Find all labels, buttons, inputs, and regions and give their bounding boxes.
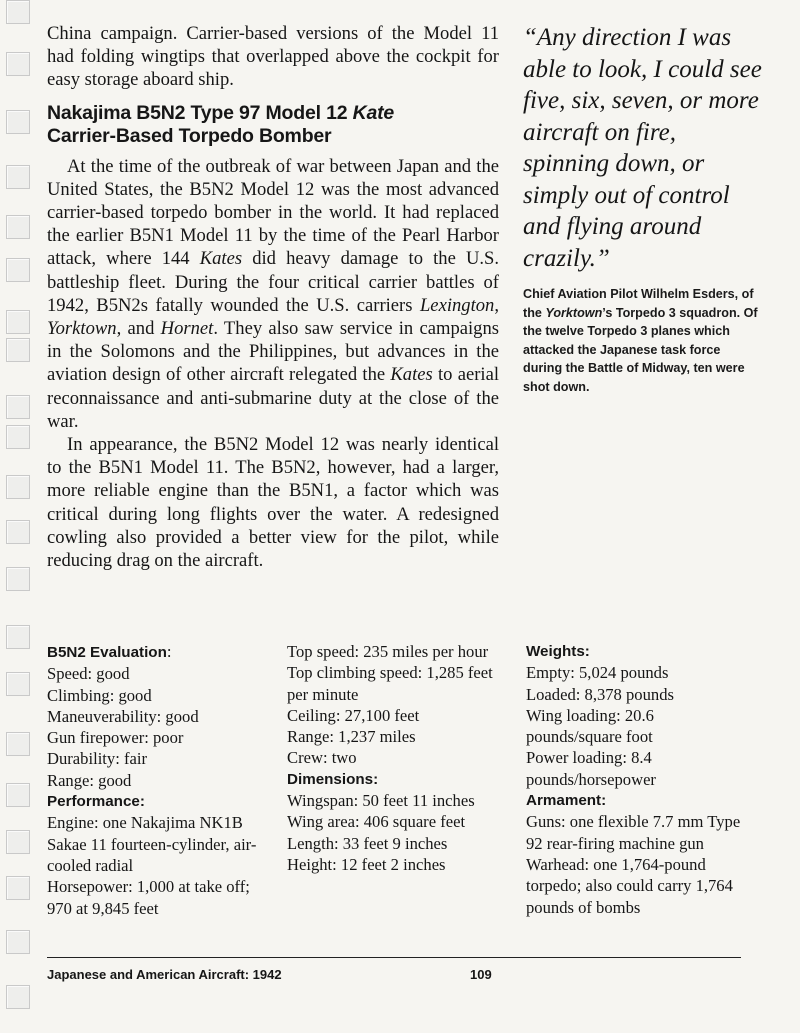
text-span: , and bbox=[116, 318, 161, 340]
binding-square bbox=[6, 110, 30, 134]
text-span: ’s Torpedo 3 squadron. Of the twelve Torpedo 3 planes which attacked the Japanese task force during the Battle of Midway, ten were shot down. bbox=[523, 305, 758, 394]
footer-title: Japanese and American Aircraft: 1942 bbox=[47, 967, 282, 982]
binding-square bbox=[6, 985, 30, 1009]
stat-line: Range: good bbox=[47, 770, 132, 790]
italic-text: Yorktown bbox=[47, 318, 117, 340]
stat-line: Top speed: 235 miles per hour bbox=[287, 642, 489, 661]
italic-text: Lexington bbox=[419, 294, 495, 316]
stat-line: Range: 1,237 miles bbox=[287, 727, 416, 747]
stat-line: Wing area: 406 square feet bbox=[287, 812, 466, 832]
italic-text: Kates bbox=[390, 364, 433, 386]
heading-italic: Kate bbox=[352, 101, 395, 124]
binding-square bbox=[6, 338, 30, 362]
stat-line: Engine: one Nakajima NK1B Sakae 11 fourteen-cylinder, air-cooled radial bbox=[47, 813, 257, 875]
binding-square bbox=[6, 310, 30, 334]
stat-line: Empty: 5,024 pounds bbox=[526, 663, 669, 683]
binding-square bbox=[6, 215, 30, 239]
stat-line: Speed: good bbox=[47, 664, 130, 684]
binding-square bbox=[6, 425, 30, 449]
text-span: At the time of the outbreak of war between Japan and the United States, the B5N2 Model 12 was the most advanced carrier-based torpedo bomber in the world. It had replaced the earlier B5N1 Model 11 by the time of the Pearl Harbor attack, where 144 bbox=[47, 155, 499, 270]
text-span: did heavy damage to the U.S. battleship fleet. During the four critical carrier battles of 1942, B5N2s fatally wounded the U.S. carriers bbox=[47, 248, 500, 316]
binding-square bbox=[6, 732, 30, 756]
stat-line: Crew: two bbox=[287, 748, 357, 768]
stat-line: Horsepower: 1,000 at take off; 970 at 9,845 feet bbox=[47, 877, 250, 918]
stat-line: Climbing: good bbox=[47, 685, 152, 705]
text-span: , bbox=[494, 294, 499, 316]
binding-square bbox=[6, 672, 30, 696]
evaluation-colon: : bbox=[166, 642, 172, 661]
binding-square bbox=[6, 0, 30, 24]
evaluation-heading: B5N2 Evaluation bbox=[47, 644, 167, 661]
stat-line: Top climbing speed: 1,285 feet per minute bbox=[287, 663, 493, 704]
intro-paragraph: China campaign. Carrier-based versions of the Model 11 had folding wingtips that overlapped above the cockpit for easy storage aboard ship. bbox=[47, 23, 499, 91]
body-paragraph-appearance: In appearance, the B5N2 Model 12 was nearly identical to the B5N1 Model 11. The B5N2, however, had a larger, more reliable engine than the B5N1, a factor which was critical during long flights over the water. A redesigned cowling also provided a better view for the pilot, while reducing drag on the aircraft. bbox=[47, 434, 499, 572]
stat-line: Guns: one flexible 7.7 mm Type 92 rear-firing machine gun bbox=[526, 812, 741, 853]
stat-line: Length: 33 feet 9 inches bbox=[287, 833, 448, 853]
main-column bbox=[47, 22, 499, 572]
binding-square bbox=[6, 876, 30, 900]
binding-square bbox=[6, 258, 30, 282]
stat-line: Maneuverability: good bbox=[47, 706, 199, 726]
stat-line: Wingspan: 50 feet 11 inches bbox=[287, 791, 475, 811]
stat-line: Warhead: one 1,764-pound torpedo; also could carry 1,764 pounds of bombs bbox=[526, 854, 733, 917]
binding-square bbox=[6, 830, 30, 854]
heading-text: Nakajima B5N2 Type 97 Model 12 bbox=[47, 101, 353, 124]
text-span: . They also saw service in campaigns in the Solomons and the Philippines, but advances in the aviation design of other aircraft relegated the bbox=[47, 318, 499, 386]
weights-heading: Weights: bbox=[526, 643, 590, 660]
text-span: to aerial reconnaissance and anti-submarine duty at the close of the war. bbox=[47, 364, 499, 432]
italic-text: Yorktown bbox=[545, 305, 603, 320]
heading-subtitle: Carrier-Based Torpedo Bomber bbox=[47, 125, 332, 148]
section-heading bbox=[47, 102, 499, 149]
dimensions-heading: Dimensions: bbox=[287, 770, 379, 788]
stats-column-1 bbox=[47, 641, 267, 919]
binding-square bbox=[6, 930, 30, 954]
stat-line: Durability: fair bbox=[47, 749, 147, 769]
binding-square bbox=[6, 52, 30, 76]
footer-rule bbox=[47, 957, 741, 958]
binding-square bbox=[6, 520, 30, 544]
binding-square bbox=[6, 567, 30, 591]
stat-line: Height: 12 feet 2 inches bbox=[287, 854, 446, 874]
armament-heading: Armament: bbox=[526, 792, 607, 810]
stat-line: Gun firepower: poor bbox=[47, 728, 184, 748]
page-number: 109 bbox=[470, 967, 492, 982]
stat-line: Loaded: 8,378 pounds bbox=[526, 684, 674, 704]
binding-square bbox=[6, 165, 30, 189]
binding-square bbox=[6, 625, 30, 649]
stats-column-3 bbox=[526, 641, 748, 918]
stats-column-2 bbox=[287, 641, 502, 875]
binding-square bbox=[6, 783, 30, 807]
body-paragraph-history bbox=[47, 155, 499, 433]
sidebar-quote bbox=[523, 22, 763, 397]
binding-square bbox=[6, 395, 30, 419]
stat-line: Power loading: 8.4 pounds/horsepower bbox=[526, 748, 656, 789]
pull-quote: “Any direction I was able to look, I could see five, six, seven, or more aircraft on fire, spinning down, or simply out of control and flying around crazily.” bbox=[523, 24, 762, 272]
italic-text: Hornet bbox=[160, 318, 214, 340]
stat-line: Ceiling: 27,100 feet bbox=[287, 705, 420, 725]
binding-square bbox=[6, 475, 30, 499]
binding-strip bbox=[0, 0, 38, 1033]
text-span: Chief Aviation Pilot Wilhelm Esders, of the bbox=[523, 287, 754, 320]
stat-line: Wing loading: 20.6 pounds/square foot bbox=[526, 705, 654, 747]
italic-text: Kates bbox=[199, 248, 243, 270]
performance-heading: Performance: bbox=[47, 793, 145, 811]
quote-attribution bbox=[523, 285, 763, 397]
